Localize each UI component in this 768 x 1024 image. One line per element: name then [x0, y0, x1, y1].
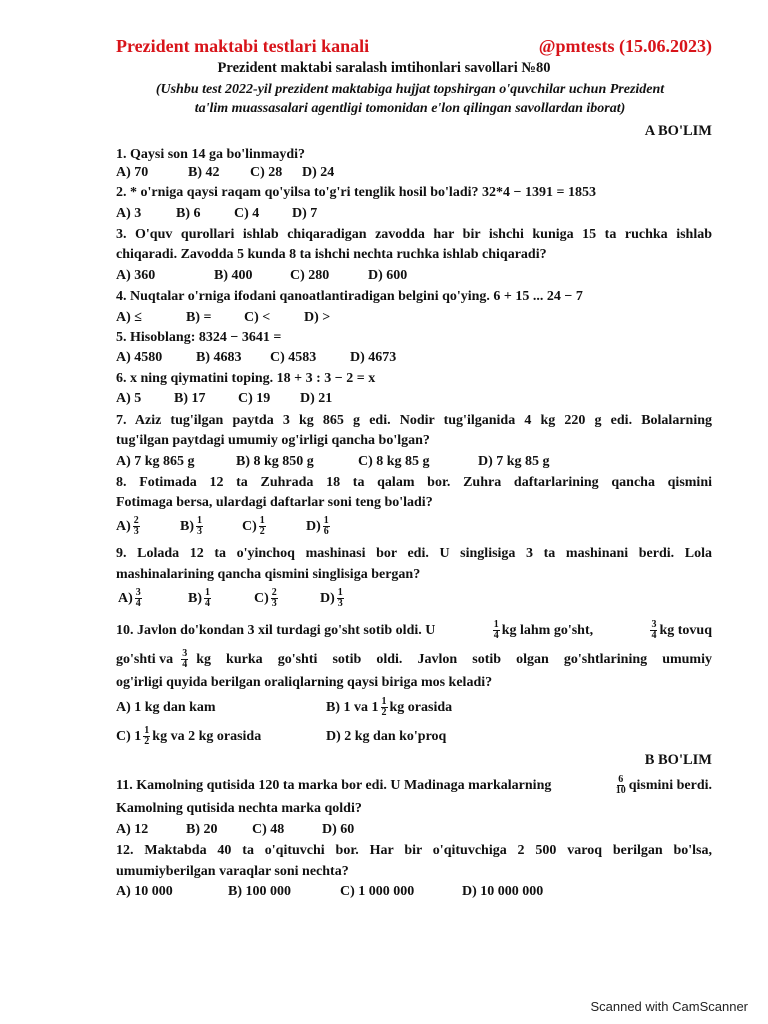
question-1: 1. Qaysi son 14 ga bo'linmaydi? [116, 147, 306, 162]
option-d: D) > [304, 310, 331, 325]
question-2: 2. * o'rniga qaysi raqam qo'yilsa to'g'ri tenglik hosil bo'ladi? 32*4 − 1391 = 1853 [116, 185, 596, 200]
note-line-1: (Ushbu test 2022-yil prezident maktabiga hujjat topshirgan o'quvchilar uchun Prezident [155, 82, 665, 97]
option-b: B) 100 000 [228, 884, 291, 899]
option-a: A) 12 [116, 822, 149, 837]
option-a: A) 70 [116, 165, 149, 180]
question-4: 4. Nuqtalar o'rniga ifodani qanoatlantiradigan belgini qo'ying. 6 + 15 ... 24 − 7 [116, 289, 583, 304]
option-a: A) 4580 [116, 350, 163, 365]
channel-header [116, 36, 712, 57]
option-c: C) 8 kg 85 g [358, 454, 430, 469]
option-c: C) $\frac{1}{2}$ [242, 515, 265, 537]
option-b: B) 1 va 1 $\frac{1}{2}$ kg orasida [326, 696, 453, 718]
question-7-line-2: tug'ilgan paytdagi umumiy og'irligi qancha bo'lgan? [116, 433, 430, 448]
question-6: 6. x ning qiymatini toping. 18 + 3 : 3 − 2 = x [116, 371, 376, 386]
channel-handle-date: @pmtests (15.06.2023) [538, 36, 712, 56]
option-d: D) 2 kg dan ko'proq [326, 728, 447, 744]
question-8-options [116, 516, 712, 537]
question-7-options [116, 453, 712, 471]
question-3-options [116, 267, 712, 285]
question-5-options [116, 349, 712, 367]
option-d: D) 7 kg 85 g [478, 454, 550, 469]
option-a: A) $\frac{2}{3}$ [116, 515, 139, 537]
question-7-line-1: 7. Aziz tug'ilgan paytda 3 kg 865 g edi. Nodir tug'ilganida 4 kg 220 g edi. Bolalarning [116, 413, 712, 428]
question-9-line-1: 9. Lolada 12 ta o'yinchoq mashinasi bor edi. U singlisiga 3 ta mashinani berdi. Lola [116, 546, 712, 561]
question-8-line-1: 8. Fotimada 12 ta Zuhrada 18 ta qalam bor. Zuhra daftarlarining qancha qismini [116, 475, 712, 490]
option-b: B) 17 [174, 391, 206, 406]
question-12-line-1: 12. Maktabda 40 ta o'qituvchi bor. Har bir o'qituvchiga 2 500 varoq berilgan bo'lsa, [116, 843, 712, 858]
option-a: A) ≤ [116, 310, 142, 325]
option-c: C) 19 [238, 391, 271, 406]
option-d: D) $\frac{1}{3}$ [320, 587, 343, 609]
question-1-options [116, 164, 712, 182]
option-c: C) 28 [250, 165, 283, 180]
option-d: D) $\frac{1}{6}$ [306, 515, 329, 537]
option-b: B) 20 [186, 822, 218, 837]
option-b: B) 6 [176, 206, 201, 221]
question-12-line-2: umumiyberilgan varaqlar soni nechta? [116, 864, 349, 879]
question-11-line-2: Kamolning qutisida nechta marka qoldi? [116, 801, 362, 816]
option-d: D) 24 [302, 165, 335, 180]
option-d: D) 10 000 000 [462, 884, 544, 899]
option-a: A) 5 [116, 391, 142, 406]
test-note [110, 80, 710, 118]
question-10-line-3: og'irligi quyida berilgan oraliqlarning qaysi biriga mos keladi? [116, 675, 493, 690]
section-b-heading: B BO'LIM [644, 752, 712, 768]
option-b: B) 400 [214, 268, 253, 283]
question-2-options [116, 205, 712, 223]
option-d: D) 21 [300, 391, 333, 406]
question-11-line-1: 11. Kamolning qutisida 120 ta marka bor edi. U Madinaga markalarning $\frac{6}{10}$ qismini berdi. [116, 774, 712, 796]
question-4-options [116, 309, 712, 327]
option-c: C) 1 $\frac{1}{2}$ kg va 2 kg orasida [116, 725, 262, 747]
option-a: A) 3 [116, 206, 142, 221]
question-10-line-2: go'shti va $\frac{3}{4}$ kg kurka go'shti sotib oldi. Javlon sotib olgan go'shtlarining umumiy [116, 648, 712, 670]
section-a-heading: A BO'LIM [644, 123, 712, 139]
option-a: A) 1 kg dan kam [116, 699, 216, 715]
question-10-line-1: 10. Javlon do'kondan 3 xil turdagi go'sht sotib oldi. U $\frac{1}{4}$ kg lahm go'sht, $\frac{3}{4}$ kg tovuq [116, 619, 712, 641]
question-5: 5. Hisoblang: 8324 − 3641 = [116, 330, 282, 345]
option-d: D) 600 [368, 268, 408, 283]
camscanner-watermark: Scanned with CamScanner [590, 999, 748, 1014]
channel-name: Prezident maktabi testlari kanali [116, 36, 370, 56]
question-10-options-row-1 [116, 697, 712, 718]
option-a: A) 7 kg 865 g [116, 454, 195, 469]
option-c: C) 4 [234, 206, 260, 221]
question-12-options [116, 883, 712, 901]
test-title: Prezident maktabi saralash imtihonlari savollari №80 [217, 60, 551, 76]
question-8-line-2: Fotimaga bersa, ulardagi daftarlar soni teng bo'ladi? [116, 495, 433, 510]
question-9-options [116, 588, 712, 609]
option-b: B) 4683 [196, 350, 242, 365]
option-d: D) 60 [322, 822, 355, 837]
option-c: C) < [244, 310, 271, 325]
option-d: D) 7 [292, 206, 318, 221]
option-c: C) 4583 [270, 350, 317, 365]
question-10-options-row-2 [116, 726, 712, 747]
question-11-options [116, 821, 712, 839]
question-6-options [116, 390, 712, 408]
question-3-line-1: 3. O'quv qurollari ishlab chiqaradigan zavodda har bir ishchi kuniga 15 ta ruchka ishlab [116, 227, 712, 242]
question-3-line-2: chiqaradi. Zavodda 5 kunda 8 ta ishchi nechta ruchka ishlab chiqaradi? [116, 247, 547, 262]
option-a: A) 360 [116, 268, 156, 283]
option-d: D) 4673 [350, 350, 397, 365]
option-b: B) 42 [188, 165, 220, 180]
option-c: C) $\frac{2}{3}$ [254, 587, 277, 609]
option-b: B) $\frac{1}{3}$ [180, 515, 202, 537]
option-b: B) 8 kg 850 g [236, 454, 314, 469]
question-9-line-2: mashinalarining qancha qismini singlisiga bergan? [116, 567, 421, 582]
option-c: C) 1 000 000 [340, 884, 415, 899]
note-line-2: ta'lim muassasalari agentligi tomonidan e'lon qilingan savollardan iborat) [194, 101, 626, 116]
option-b: B) $\frac{1}{4}$ [188, 587, 210, 609]
option-c: C) 48 [252, 822, 285, 837]
option-b: B) = [186, 310, 212, 325]
option-c: C) 280 [290, 268, 330, 283]
option-a: A) 10 000 [116, 884, 173, 899]
option-a: A) $\frac{3}{4}$ [118, 587, 141, 609]
